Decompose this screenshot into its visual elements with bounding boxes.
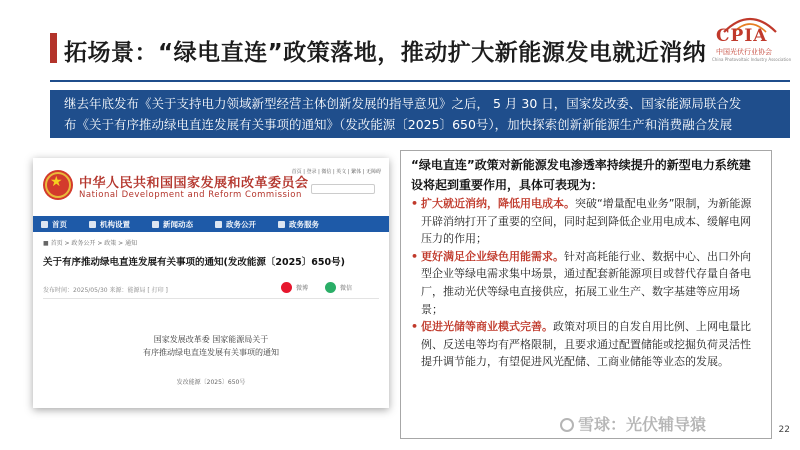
gov-affairs-icon <box>215 221 222 228</box>
nav-org: 机构设置 <box>89 219 130 230</box>
banner-line-2: 布《关于有序推动绿电直连发展有关事项的通知》（发改能源〔2025〕650号），加快探索创新新能源生产和消费融合发展 <box>64 117 733 132</box>
gov-services-icon <box>278 221 285 228</box>
share-wechat: 微信 <box>325 282 352 293</box>
banner-line-1: 继去年底发布《关于支持电力领域新型经营主体创新发展的指导意见》之后， 5 月 30 日，国家发改委、国家能源局联合发 <box>64 96 742 111</box>
doc-name: 有序推动绿电直连发展有关事项的通知 <box>143 348 279 357</box>
policy-impact-panel <box>400 150 772 439</box>
title-accent-bar <box>50 33 57 63</box>
bullet-highlight: 扩大就近消纳，降低用电成本。 <box>421 197 575 210</box>
panel-lead: “绿电直连”政策对新能源发电渗透率持续提升的新型电力系统建设将起到重要作用，具体可表现为： <box>411 158 751 192</box>
watermark: 雪球：光伏辅导猿 <box>560 412 706 435</box>
share-weibo: 微博 <box>281 282 308 293</box>
bullet-text: 突破“增量配电业务”限制，为新能源开辟消纳打开了重要的空间，同时起到降低企业用电成本、缓解电网压力的作用； <box>421 197 752 246</box>
home-icon <box>41 221 48 228</box>
doc-number: 发改能源〔2025〕650号 <box>176 379 246 386</box>
bullet-highlight: 更好满足企业绿色用能需求。 <box>421 249 564 263</box>
weibo-icon <box>281 282 292 293</box>
article-title: 关于有序推动绿电直连发展有关事项的通知(发改能源〔2025〕650号) <box>43 257 345 268</box>
org-icon <box>89 221 96 228</box>
bullet-item <box>411 195 761 248</box>
bullet-marker: • <box>411 197 419 210</box>
bullet-item <box>411 248 761 318</box>
nav-news: 新闻动态 <box>152 219 193 230</box>
logo-text: CPIA <box>716 26 768 46</box>
nav-home: 首页 <box>41 219 67 230</box>
search-box <box>311 184 375 194</box>
ndrc-name-cn: 中华人民共和国国家发展和改革委员会 <box>79 176 309 191</box>
page-number: 22 <box>778 425 790 435</box>
bullet-marker: • <box>411 249 419 263</box>
intro-banner <box>50 90 790 138</box>
doc-issuer: 国家发展改革委 国家能源局关于 <box>153 335 269 344</box>
wechat-icon <box>325 282 336 293</box>
national-emblem-icon: ★ <box>43 170 73 200</box>
quick-links: 首页 | 登录 | 微信 | 英文 | 繁体 | 无障碍 <box>291 169 381 175</box>
bullet-marker: • <box>411 320 419 334</box>
bullet-item <box>411 318 761 371</box>
bullet-text: 针对高耗能行业、数据中心、出口外向型企业等绿电需求集中场景，通过配套新能源项目或替代存量自备电厂，推动光伏等绿电直接供应，拓展工业生产、数字基建等应用场景； <box>421 249 751 316</box>
page-title: 拓场景：“绿电直连”政策落地，推动扩大新能源发电就近消纳 <box>64 40 707 66</box>
ndrc-header <box>33 158 389 212</box>
news-icon <box>152 221 159 228</box>
cpia-logo <box>708 12 794 66</box>
meta-divider <box>43 298 379 299</box>
snowball-icon <box>560 418 574 432</box>
nav-gov-affairs: 政务公开 <box>215 219 256 230</box>
ndrc-nav-bar <box>33 216 389 232</box>
logo-cn: 中国光伏行业协会 <box>716 48 772 56</box>
breadcrumb: ■ 首页 > 政务公开 > 政策 > 通知 <box>43 240 138 247</box>
article-meta: 发布时间：2025/05/30 来源：能源局 [ 打印 ] <box>43 287 168 294</box>
bullet-highlight: 促进光储等商业模式完善。 <box>421 320 553 334</box>
bullet-text: 政策对项目的自发自用比例、上网电量比例、反送电等均有严格限制，且要求通过配置储能或挖掘负荷灵活性提升调节能力，有望促进风光配储、工商业储能等业态的发展。 <box>421 320 751 369</box>
title-divider <box>50 80 790 82</box>
ndrc-name-en: National Development and Reform Commission <box>79 190 302 200</box>
ndrc-webpage-screenshot <box>33 158 389 408</box>
logo-en: China Photovoltaic Industry Association <box>712 57 792 62</box>
nav-gov-services: 政务服务 <box>278 219 319 230</box>
